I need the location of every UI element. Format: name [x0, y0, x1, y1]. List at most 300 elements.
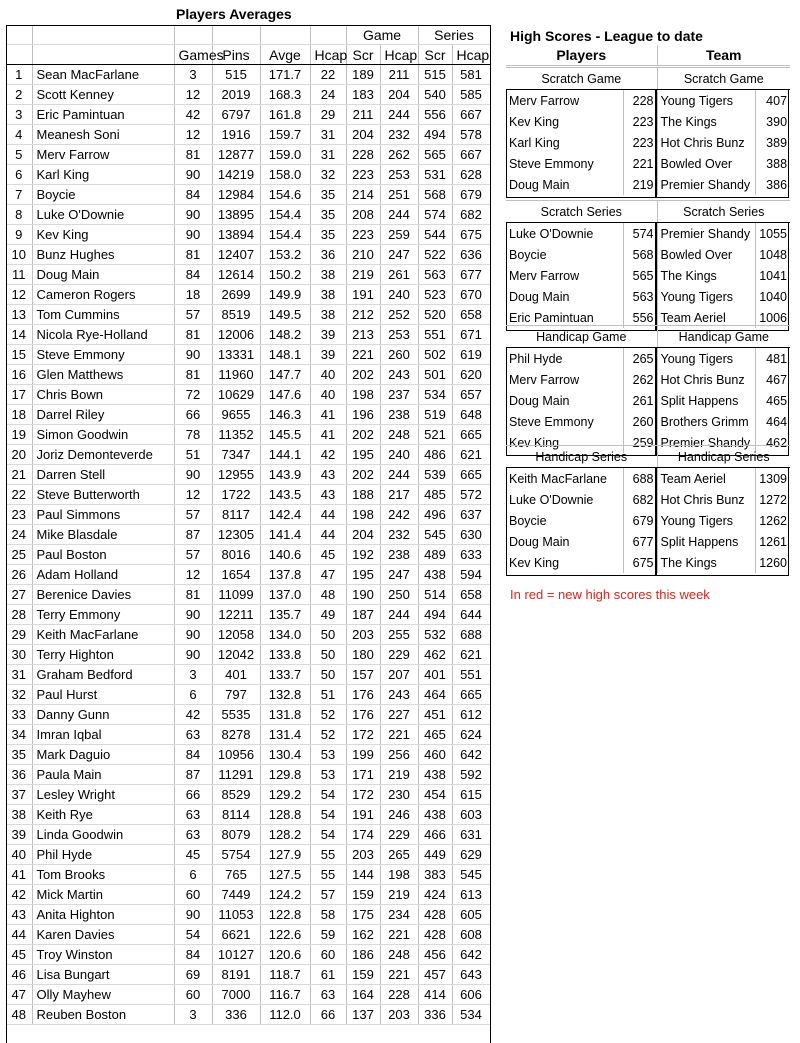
games-cell: 72 — [174, 385, 212, 405]
team-name-cell: The Kings — [657, 552, 755, 573]
pins-cell: 12407 — [212, 245, 260, 265]
team-score-cell: 462 — [766, 435, 788, 450]
games-cell: 90 — [174, 165, 212, 185]
player-category-caption: Scratch Game — [506, 68, 657, 90]
player-score-cell: 574 — [623, 223, 657, 245]
game-handicap-cell: 256 — [380, 745, 418, 765]
pins-cell: 10629 — [212, 385, 260, 405]
rank-cell: 28 — [6, 605, 32, 625]
game-scratch-cell: 176 — [346, 705, 380, 725]
player-row — [6, 325, 490, 345]
series-handicap-cell: 606 — [452, 985, 490, 1005]
player-row — [6, 925, 490, 945]
team-score-cell: 407 — [766, 93, 788, 108]
player-row — [6, 585, 490, 605]
player-name-cell: Keith MacFarlane — [506, 468, 623, 490]
handicap-cell: 50 — [310, 625, 346, 645]
game-handicap-cell: 240 — [380, 285, 418, 305]
average-cell: 153.2 — [260, 245, 310, 265]
player-name-cell: Berenice Davies — [32, 585, 174, 605]
player-row — [6, 225, 490, 245]
handicap-cell: 54 — [310, 785, 346, 805]
player-name-cell: Keith MacFarlane — [32, 625, 174, 645]
series-scratch-cell: 514 — [418, 585, 452, 605]
game-handicap-cell: 232 — [380, 525, 418, 545]
player-name-cell: Darrel Riley — [32, 405, 174, 425]
player-score-cell: 563 — [623, 286, 657, 307]
series-handicap-cell: 688 — [452, 625, 490, 645]
player-row — [6, 145, 490, 165]
game-handicap-cell: 248 — [380, 425, 418, 445]
rank-cell: 10 — [6, 245, 32, 265]
rank-cell: 23 — [6, 505, 32, 525]
team-name-cell: Brothers Grimm — [657, 411, 755, 432]
game-handicap-cell: 253 — [380, 325, 418, 345]
handicap-cell: 41 — [310, 425, 346, 445]
player-row — [6, 885, 490, 905]
pins-cell: 336 — [212, 1005, 260, 1025]
high-score-row — [506, 489, 790, 510]
games-header: Games — [174, 45, 212, 65]
team-name-cell: Split Happens — [657, 531, 755, 552]
average-cell: 143.5 — [260, 485, 310, 505]
handicap-cell: 42 — [310, 445, 346, 465]
player-score-cell: 688 — [623, 468, 657, 490]
rank-cell: 3 — [6, 105, 32, 125]
handicap-cell: 43 — [310, 465, 346, 485]
series-scratch-cell: 465 — [418, 725, 452, 745]
player-name-cell: Terry Emmony — [32, 605, 174, 625]
player-name-cell: Karl King — [506, 132, 623, 153]
game-scratch-cell: 223 — [346, 225, 380, 245]
game-scratch-cell: 196 — [346, 405, 380, 425]
team-name-cell: Premier Shandy — [657, 223, 755, 245]
series-scratch-cell: 485 — [418, 485, 452, 505]
series-handicap-cell: 670 — [452, 285, 490, 305]
team-name-cell: Young Tigers — [657, 510, 755, 531]
player-score-cell: 679 — [623, 510, 657, 531]
pins-cell: 12614 — [212, 265, 260, 285]
series-scratch-cell: 501 — [418, 365, 452, 385]
handicap-cell: 44 — [310, 505, 346, 525]
player-name-cell: Steve Emmony — [506, 153, 623, 174]
pins-cell: 1654 — [212, 565, 260, 585]
series-scratch-cell: 563 — [418, 265, 452, 285]
rank-cell: 47 — [6, 985, 32, 1005]
player-row — [6, 545, 490, 565]
games-cell: 90 — [174, 625, 212, 645]
game-handicap-cell: 228 — [380, 985, 418, 1005]
rank-cell: 38 — [6, 805, 32, 825]
series-handicap-cell: 572 — [452, 485, 490, 505]
series-handicap-cell: 648 — [452, 405, 490, 425]
new-high-scores-note: In red = new high scores this week — [510, 587, 710, 602]
rank-cell: 5 — [6, 145, 32, 165]
high-score-row — [506, 132, 790, 153]
series-handicap-cell: 578 — [452, 125, 490, 145]
series-scratch-cell: 520 — [418, 305, 452, 325]
game-handicap-cell: 198 — [380, 865, 418, 885]
series-handicap-cell: 551 — [452, 665, 490, 685]
pins-cell: 10127 — [212, 945, 260, 965]
pins-cell: 2699 — [212, 285, 260, 305]
rank-cell: 25 — [6, 545, 32, 565]
player-row — [6, 385, 490, 405]
player-name-cell: Mike Blasdale — [32, 525, 174, 545]
rank-cell: 45 — [6, 945, 32, 965]
game-scratch-cell: 144 — [346, 865, 380, 885]
player-name-cell: Boycie — [32, 185, 174, 205]
game-scratch-cell: 202 — [346, 425, 380, 445]
rank-cell: 41 — [6, 865, 32, 885]
handicap-cell: 43 — [310, 485, 346, 505]
player-score-cell: 261 — [623, 390, 657, 411]
average-cell: 141.4 — [260, 525, 310, 545]
series-scratch-cell: 494 — [418, 125, 452, 145]
games-cell: 87 — [174, 765, 212, 785]
player-row — [6, 845, 490, 865]
series-handicap-cell: 631 — [452, 825, 490, 845]
average-cell: 146.3 — [260, 405, 310, 425]
game-scratch-cell: 213 — [346, 325, 380, 345]
average-cell: 118.7 — [260, 965, 310, 985]
series-handicap-cell: 642 — [452, 745, 490, 765]
handicap-cell: 22 — [310, 65, 346, 85]
player-row — [6, 485, 490, 505]
game-scratch-cell: 175 — [346, 905, 380, 925]
series-scratch-cell: 531 — [418, 165, 452, 185]
team-name-cell: Premier Shandy — [657, 174, 755, 195]
team-name-cell: Hot Chris Bunz — [657, 132, 755, 153]
series-scratch-cell: 556 — [418, 105, 452, 125]
player-row — [6, 645, 490, 665]
series-scratch-cell: 534 — [418, 385, 452, 405]
pins-cell: 797 — [212, 685, 260, 705]
average-cell: 171.7 — [260, 65, 310, 85]
pins-cell: 12955 — [212, 465, 260, 485]
series-scratch-cell: 521 — [418, 425, 452, 445]
game-scratch-cell: 202 — [346, 465, 380, 485]
game-scratch-cell: 195 — [346, 565, 380, 585]
handicap-cell: 35 — [310, 205, 346, 225]
player-row — [6, 945, 490, 965]
player-name-cell: Lesley Wright — [32, 785, 174, 805]
rank-cell: 1 — [6, 65, 32, 85]
games-cell: 69 — [174, 965, 212, 985]
high-score-row — [506, 510, 790, 531]
rank-cell: 34 — [6, 725, 32, 745]
player-row — [6, 365, 490, 385]
game-handicap-cell: 248 — [380, 945, 418, 965]
pins-cell: 11099 — [212, 585, 260, 605]
handicap-cell: 50 — [310, 665, 346, 685]
player-name-cell: Adam Holland — [32, 565, 174, 585]
player-score-cell: 682 — [623, 489, 657, 510]
player-row — [6, 625, 490, 645]
team-name-cell: Young Tigers — [657, 348, 755, 370]
high-score-row — [506, 390, 790, 411]
player-row — [6, 105, 490, 125]
game-handicap-cell: 203 — [380, 1005, 418, 1025]
pins-cell: 6621 — [212, 925, 260, 945]
player-row — [6, 65, 490, 85]
games-cell: 87 — [174, 525, 212, 545]
player-name-cell: Scott Kenney — [32, 85, 174, 105]
average-cell: 124.2 — [260, 885, 310, 905]
games-cell: 45 — [174, 845, 212, 865]
series-scratch-cell: 438 — [418, 805, 452, 825]
game-handicap-cell: 247 — [380, 245, 418, 265]
players-header: Players — [506, 45, 657, 66]
rank-cell: 40 — [6, 845, 32, 865]
game-handicap-cell: 260 — [380, 345, 418, 365]
player-name-cell: Kev King — [506, 552, 623, 573]
games-cell: 60 — [174, 885, 212, 905]
game-scratch-cell: 172 — [346, 725, 380, 745]
player-row — [6, 125, 490, 145]
games-cell: 90 — [174, 225, 212, 245]
rank-cell: 46 — [6, 965, 32, 985]
average-cell: 148.2 — [260, 325, 310, 345]
player-name-cell: Paul Boston — [32, 545, 174, 565]
series-scratch-cell: 519 — [418, 405, 452, 425]
average-cell: 112.0 — [260, 1005, 310, 1025]
rank-cell: 39 — [6, 825, 32, 845]
high-score-row — [506, 90, 790, 112]
high-score-row — [506, 369, 790, 390]
handicap-cell: 52 — [310, 725, 346, 745]
pins-cell: 401 — [212, 665, 260, 685]
pins-cell: 10956 — [212, 745, 260, 765]
series-hcap-header: Hcap — [452, 45, 490, 65]
handicap-cell: 53 — [310, 765, 346, 785]
team-score-cell: 388 — [766, 156, 788, 171]
series-scratch-cell: 494 — [418, 605, 452, 625]
game-handicap-cell: 247 — [380, 565, 418, 585]
series-handicap-cell: 619 — [452, 345, 490, 365]
player-row — [6, 205, 490, 225]
player-name-cell: Karl King — [32, 165, 174, 185]
series-scratch-cell: 523 — [418, 285, 452, 305]
pins-cell: 12211 — [212, 605, 260, 625]
high-score-row — [506, 411, 790, 432]
rank-cell: 16 — [6, 365, 32, 385]
player-name-cell: Kev King — [32, 225, 174, 245]
rank-cell: 6 — [6, 165, 32, 185]
player-name-cell: Sean MacFarlane — [32, 65, 174, 85]
player-row — [6, 705, 490, 725]
player-score-cell: 259 — [623, 432, 657, 453]
handicap-cell: 35 — [310, 225, 346, 245]
averages-header-row — [6, 45, 490, 65]
handicap-cell: 40 — [310, 365, 346, 385]
player-name-cell: Karen Davies — [32, 925, 174, 945]
games-cell: 3 — [174, 65, 212, 85]
series-scratch-cell: 462 — [418, 645, 452, 665]
games-cell: 3 — [174, 665, 212, 685]
high-score-section — [506, 67, 790, 195]
player-row — [6, 985, 490, 1005]
series-scratch-cell: 449 — [418, 845, 452, 865]
game-scratch-cell: 219 — [346, 265, 380, 285]
pins-cell: 765 — [212, 865, 260, 885]
rank-cell: 31 — [6, 665, 32, 685]
rank-cell: 35 — [6, 745, 32, 765]
player-name-cell: Eric Pamintuan — [32, 105, 174, 125]
player-name-cell: Keith Rye — [32, 805, 174, 825]
pins-cell: 8519 — [212, 305, 260, 325]
rank-cell: 37 — [6, 785, 32, 805]
high-score-row — [506, 348, 790, 370]
game-scratch-cell: 199 — [346, 745, 380, 765]
handicap-cell: 31 — [310, 145, 346, 165]
series-scratch-cell: 551 — [418, 325, 452, 345]
series-scratch-cell: 574 — [418, 205, 452, 225]
rank-cell: 42 — [6, 885, 32, 905]
handicap-cell: 60 — [310, 945, 346, 965]
player-name-cell: Doug Main — [506, 390, 623, 411]
rank-cell: 9 — [6, 225, 32, 245]
series-scratch-cell: 428 — [418, 905, 452, 925]
player-row — [6, 665, 490, 685]
pins-cell: 12006 — [212, 325, 260, 345]
series-scratch-cell: 438 — [418, 765, 452, 785]
rank-cell: 43 — [6, 905, 32, 925]
series-scratch-cell: 486 — [418, 445, 452, 465]
games-cell: 90 — [174, 465, 212, 485]
team-name-cell: Team Aeriel — [657, 307, 755, 328]
rank-cell: 33 — [6, 705, 32, 725]
game-handicap-cell: 240 — [380, 445, 418, 465]
player-score-cell: 556 — [623, 307, 657, 328]
pins-cell: 8114 — [212, 805, 260, 825]
player-name-cell: Doug Main — [32, 265, 174, 285]
average-cell: 130.4 — [260, 745, 310, 765]
handicap-cell: 51 — [310, 685, 346, 705]
series-handicap-cell: 644 — [452, 605, 490, 625]
series-handicap-cell: 658 — [452, 585, 490, 605]
series-scratch-cell: 565 — [418, 145, 452, 165]
games-cell: 81 — [174, 325, 212, 345]
game-scratch-cell: 221 — [346, 345, 380, 365]
pins-cell: 13331 — [212, 345, 260, 365]
games-cell: 54 — [174, 925, 212, 945]
average-cell: 133.8 — [260, 645, 310, 665]
player-score-cell: 228 — [623, 90, 657, 112]
games-cell: 81 — [174, 585, 212, 605]
handicap-cell: 38 — [310, 285, 346, 305]
player-row — [6, 1005, 490, 1025]
team-score-cell: 465 — [766, 393, 788, 408]
games-cell: 63 — [174, 725, 212, 745]
game-scratch-cell: 187 — [346, 605, 380, 625]
rank-cell: 19 — [6, 425, 32, 445]
game-scratch-cell: 183 — [346, 85, 380, 105]
average-cell: 129.2 — [260, 785, 310, 805]
handicap-cell: 55 — [310, 865, 346, 885]
game-handicap-cell: 219 — [380, 765, 418, 785]
player-name-cell: Eric Pamintuan — [506, 307, 623, 328]
player-name-cell: Mick Martin — [32, 885, 174, 905]
series-scratch-cell: 515 — [418, 65, 452, 85]
average-cell: 135.7 — [260, 605, 310, 625]
rank-cell: 18 — [6, 405, 32, 425]
game-handicap-cell: 251 — [380, 185, 418, 205]
player-name-cell: Imran Iqbal — [32, 725, 174, 745]
handicap-cell: 38 — [310, 305, 346, 325]
handicap-cell: 48 — [310, 585, 346, 605]
handicap-cell: 35 — [310, 185, 346, 205]
games-cell: 12 — [174, 485, 212, 505]
game-scratch-cell: 137 — [346, 1005, 380, 1025]
game-group-header: Game — [346, 25, 418, 45]
games-cell: 78 — [174, 425, 212, 445]
high-score-row — [506, 531, 790, 552]
game-handicap-cell: 217 — [380, 485, 418, 505]
avge-header: Avge — [260, 45, 310, 65]
handicap-cell: 54 — [310, 825, 346, 845]
player-name-cell: Anita Highton — [32, 905, 174, 925]
handicap-cell: 39 — [310, 325, 346, 345]
player-name-cell: Mark Daguio — [32, 745, 174, 765]
team-category-caption: Handicap Game — [657, 326, 790, 348]
game-handicap-cell: 238 — [380, 405, 418, 425]
pins-cell: 7347 — [212, 445, 260, 465]
games-cell: 90 — [174, 605, 212, 625]
rank-cell: 36 — [6, 765, 32, 785]
average-cell: 161.8 — [260, 105, 310, 125]
games-cell: 12 — [174, 125, 212, 145]
player-name-cell: Tom Cummins — [32, 305, 174, 325]
series-scratch-cell: 428 — [418, 925, 452, 945]
series-handicap-cell: 592 — [452, 765, 490, 785]
handicap-cell: 53 — [310, 745, 346, 765]
player-name-cell: Boycie — [506, 244, 623, 265]
series-handicap-cell: 671 — [452, 325, 490, 345]
player-row — [6, 445, 490, 465]
average-cell: 145.5 — [260, 425, 310, 445]
series-scratch-cell: 466 — [418, 825, 452, 845]
player-row — [6, 405, 490, 425]
player-row — [6, 905, 490, 925]
game-scratch-cell: 180 — [346, 645, 380, 665]
high-score-row — [506, 286, 790, 307]
series-scratch-cell: 540 — [418, 85, 452, 105]
series-scratch-cell: 496 — [418, 505, 452, 525]
average-cell: 158.0 — [260, 165, 310, 185]
player-row — [6, 425, 490, 445]
game-scratch-cell: 192 — [346, 545, 380, 565]
averages-header-group-row — [6, 25, 490, 45]
high-score-section — [506, 325, 790, 453]
game-scratch-cell: 191 — [346, 285, 380, 305]
games-cell: 57 — [174, 505, 212, 525]
handicap-cell: 45 — [310, 545, 346, 565]
rank-cell: 27 — [6, 585, 32, 605]
average-cell: 144.1 — [260, 445, 310, 465]
games-cell: 84 — [174, 265, 212, 285]
rank-cell: 24 — [6, 525, 32, 545]
games-cell: 12 — [174, 85, 212, 105]
game-handicap-cell: 204 — [380, 85, 418, 105]
game-handicap-cell: 219 — [380, 885, 418, 905]
handicap-cell: 52 — [310, 705, 346, 725]
game-handicap-cell: 253 — [380, 165, 418, 185]
player-name-cell: Reuben Boston — [32, 1005, 174, 1025]
game-handicap-cell: 244 — [380, 605, 418, 625]
player-name-cell: Darren Stell — [32, 465, 174, 485]
series-handicap-cell: 636 — [452, 245, 490, 265]
